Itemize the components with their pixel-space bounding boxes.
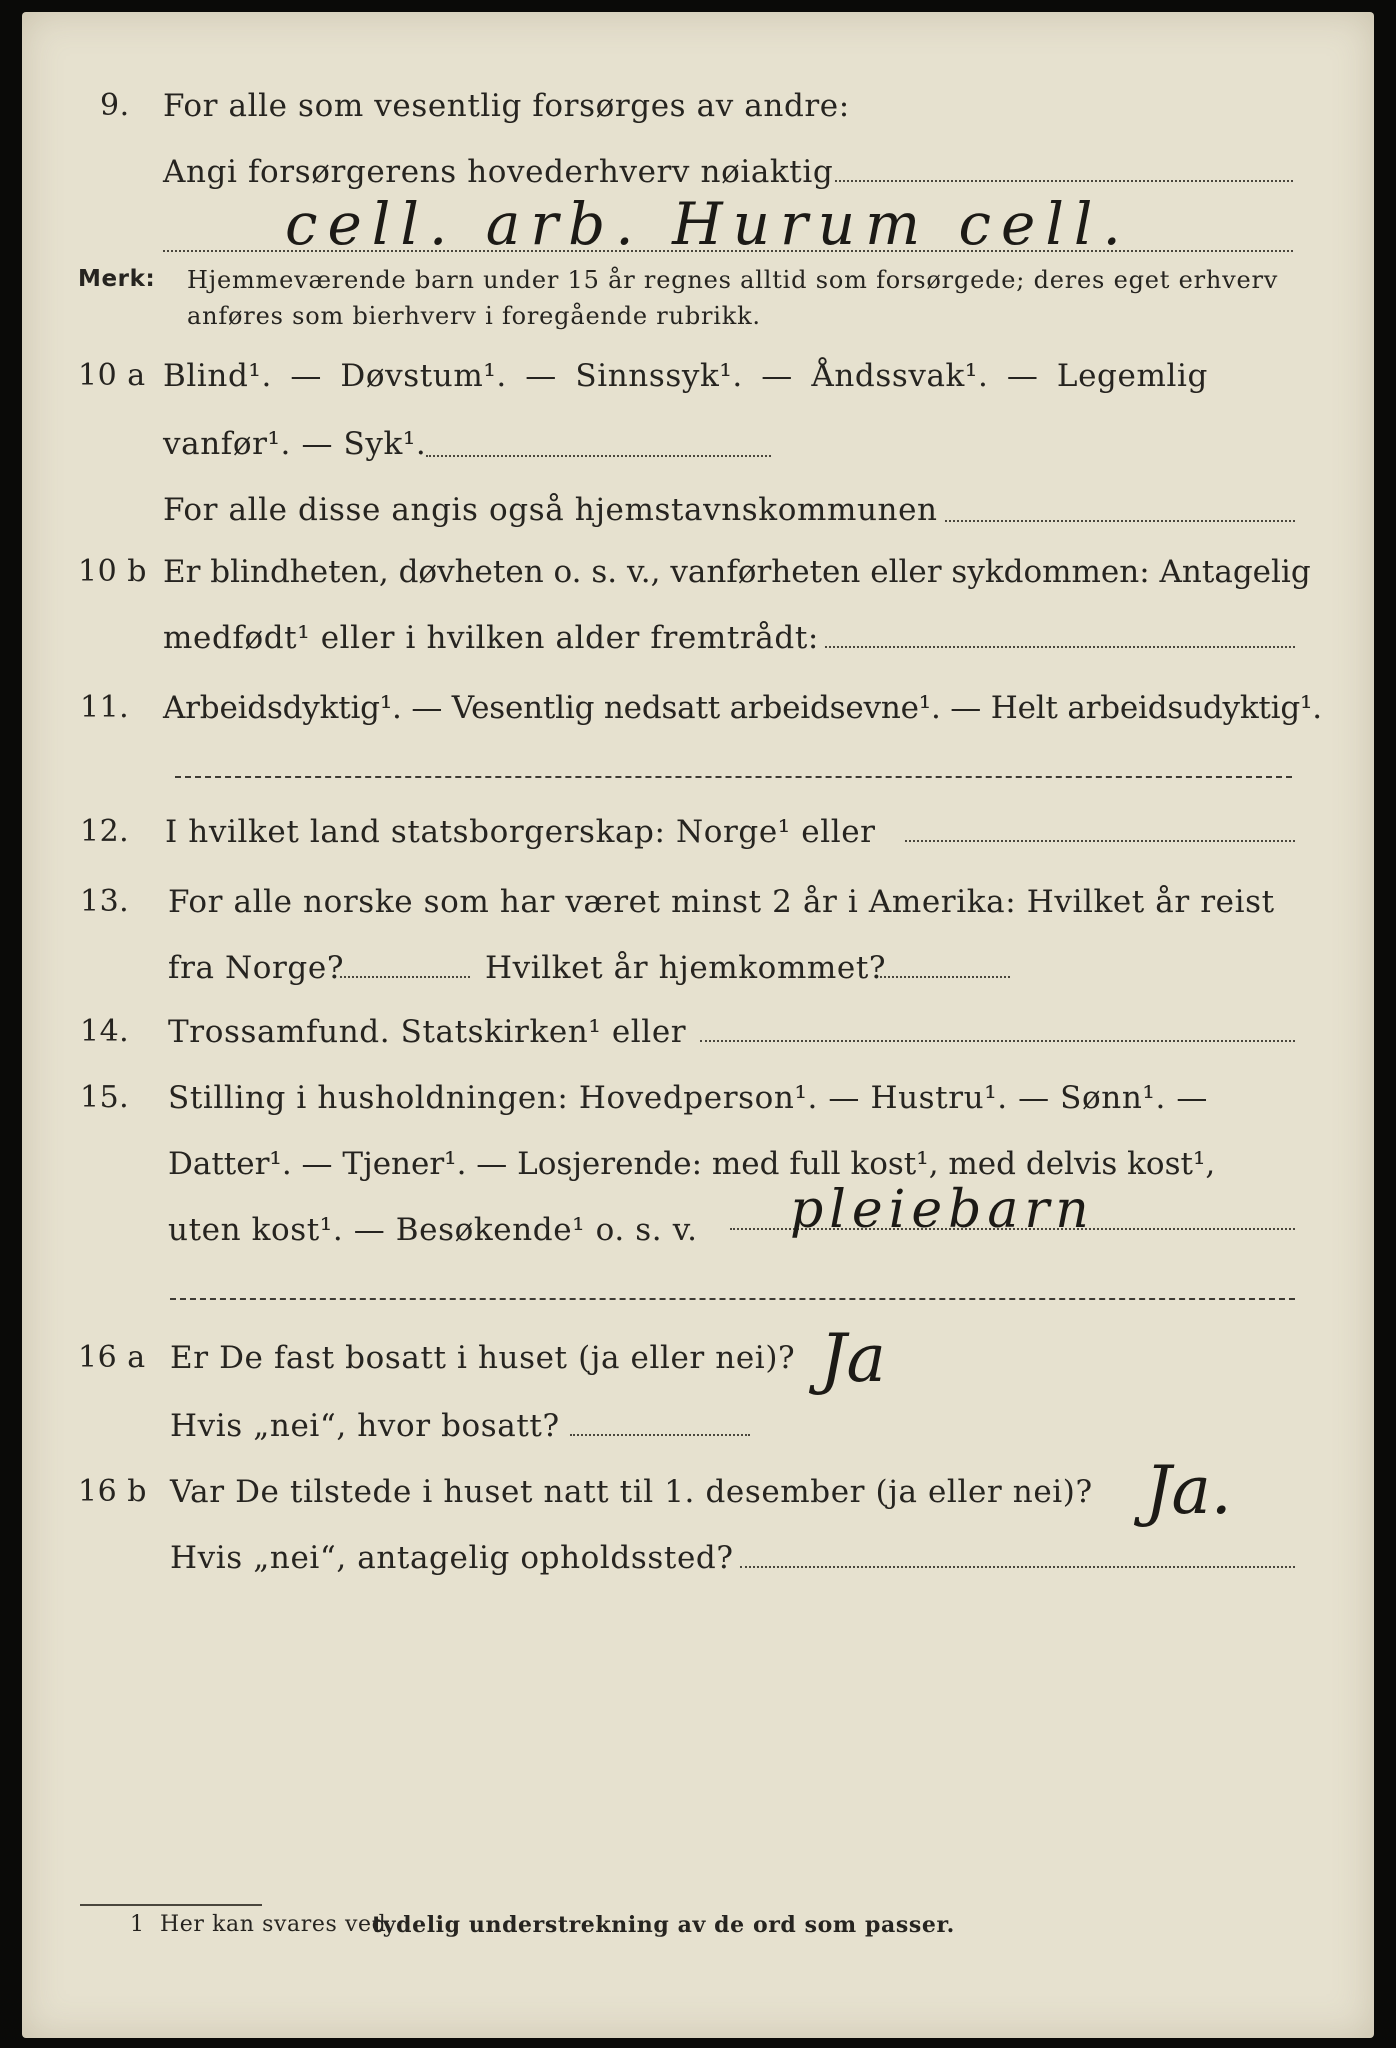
answer-line: [740, 1566, 1295, 1568]
handwritten-answer: pleiebarn: [790, 1180, 1095, 1240]
question-text: I hvilket land statsborgerskap: Norge¹ eller: [165, 814, 876, 850]
note-text: Hjemmeværende barn under 15 år regnes alltid som forsørgede; deres eget erhverv: [187, 266, 1279, 294]
question-number: 11.: [80, 690, 130, 725]
answer-line: [426, 455, 771, 457]
question-text: For alle norske som har været minst 2 år i Amerika: Hvilket år reist: [168, 884, 1275, 920]
footnote-marker: 1: [130, 1912, 145, 1937]
question-text: uten kost¹. — Besøkende¹ o. s. v.: [168, 1212, 698, 1248]
question-text: Er De fast bosatt i huset (ja eller nei)?: [170, 1340, 796, 1376]
question-text: Hvilket år hjemkommet?: [485, 950, 887, 986]
question-text: For alle disse angis også hjemstavnskommunen: [163, 492, 938, 528]
question-text: Er blindheten, døvheten o. s. v., vanførheten eller sykdommen: Antagelig: [163, 554, 1311, 590]
question-number: 9.: [100, 88, 130, 123]
question-text: Datter¹. — Tjener¹. — Losjerende: med full kost¹, med delvis kost¹,: [168, 1146, 1216, 1182]
question-text: Arbeidsdyktig¹. — Vesentlig nedsatt arbeidsevne¹. — Helt arbeidsudyktig¹.: [163, 690, 1322, 726]
footnote-text: Her kan svares ved: [160, 1912, 387, 1937]
question-text: Hvis „nei“, hvor bosatt?: [170, 1408, 560, 1444]
note-text: anføres som bierhverv i foregående rubrikk.: [187, 302, 761, 330]
handwritten-answer: Ja.: [1145, 1452, 1232, 1529]
question-text: vanfør¹. — Syk¹.: [163, 426, 427, 462]
separator-line: [175, 776, 1292, 778]
question-number: 14.: [80, 1014, 130, 1049]
question-text: For alle som vesentlig forsørges av andre:: [163, 88, 850, 124]
answer-line: [880, 976, 1010, 978]
answer-line: [570, 1434, 750, 1436]
answer-line: [905, 840, 1295, 842]
footnote-text-emphasis: tydelig understrekning av de ord som passer.: [372, 1912, 955, 1938]
question-number: 13.: [80, 884, 130, 919]
question-text: medfødt¹ eller i hvilken alder fremtrådt:: [163, 620, 819, 656]
question-text: Hvis „nei“, antagelig opholdssted?: [170, 1540, 734, 1576]
answer-line: [700, 1040, 1295, 1042]
question-number: 12.: [80, 814, 130, 849]
question-number: 10 a: [78, 358, 146, 393]
note-label: Merk:: [78, 266, 156, 292]
answer-line: [825, 646, 1295, 648]
handwritten-answer: cell. arb. Hurum cell.: [285, 190, 1131, 258]
answer-line: [340, 976, 470, 978]
question-number: 16 a: [78, 1340, 146, 1375]
question-text: Trossamfund. Statskirken¹ eller: [168, 1014, 687, 1050]
question-number: 16 b: [78, 1474, 147, 1509]
handwritten-answer: Ja: [820, 1320, 886, 1397]
question-text: fra Norge?: [168, 950, 345, 986]
separator-line: [170, 1298, 1295, 1300]
answer-line: [835, 180, 1293, 182]
answer-line: [163, 250, 1293, 252]
footnote-rule: [80, 1904, 262, 1906]
question-number: 10 b: [78, 554, 147, 589]
answer-line: [945, 520, 1295, 522]
question-text: Stilling i husholdningen: Hovedperson¹. — Hustru¹. — Sønn¹. —: [168, 1080, 1208, 1116]
question-text: Angi forsørgerens hovederhverv nøiaktig: [163, 154, 834, 190]
question-text: Var De tilstede i huset natt til 1. desember (ja eller nei)?: [170, 1474, 1093, 1510]
question-text: Blind¹. — Døvstum¹. — Sinnssyk¹. — Åndssvak¹. — Legemlig: [163, 358, 1208, 394]
question-number: 15.: [80, 1080, 130, 1115]
